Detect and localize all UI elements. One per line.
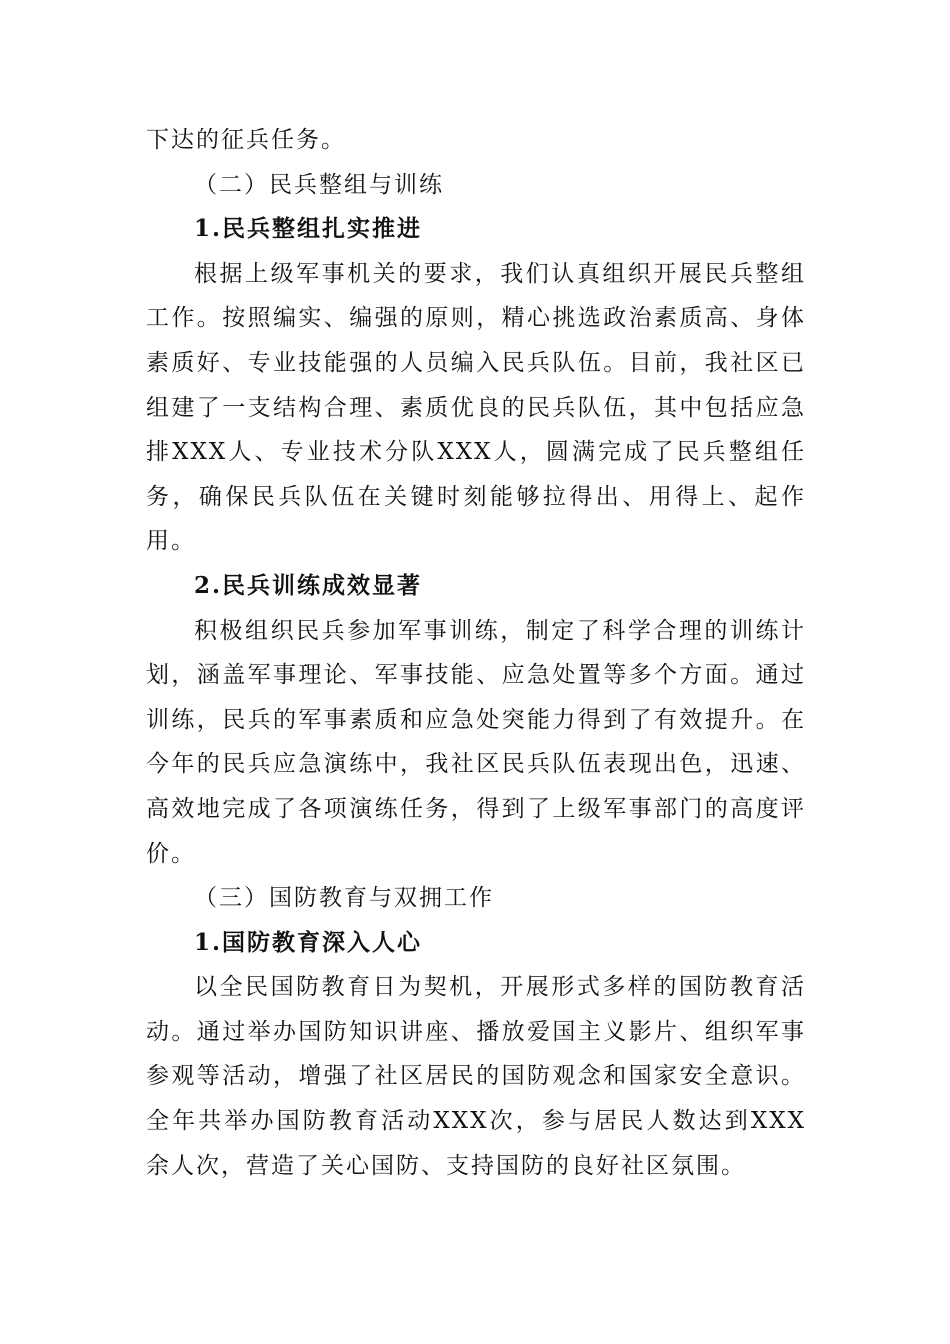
section-heading-3: （三）国防教育与双拥工作: [194, 885, 494, 912]
sub-heading-militia-organization: 1.民兵整组扎实推进: [194, 215, 423, 243]
paragraph-defense-education: 以全民国防教育日为契机，开展形式多样的国防教育活动。通过举办国防知识讲座、播放爱国主义影片、组织军事参观等活动，增强了社区居民的国防观念和国家安全意识。全年共举办国防教育活动XXX次，参与居民人数达到XXX余人次，营造了关心国防、支持国防的良好社区氛围。: [146, 974, 806, 1179]
sub-heading-militia-training: 2.民兵训练成效显著: [194, 571, 423, 599]
continuation-text: 下达的征兵任务。: [146, 127, 346, 153]
section-heading-2: （二）民兵整组与训练: [194, 171, 444, 198]
document-page: [146, 118, 806, 1188]
paragraph-militia-training: 积极组织民兵参加军事训练，制定了科学合理的训练计划，涵盖军事理论、军事技能、应急处置等多个方面。通过训练，民兵的军事素质和应急处突能力得到了有效提升。在今年的民兵应急演练中，我社区民兵队伍表现出色，迅速、高效地完成了各项演练任务，得到了上级军事部门的高度评价。: [146, 617, 806, 867]
sub-heading-defense-education: 1.国防教育深入人心: [194, 928, 423, 956]
paragraph-militia-organization: 根据上级军事机关的要求，我们认真组织开展民兵整组工作。按照编实、编强的原则，精心挑选政治素质高、身体素质好、专业技能强的人员编入民兵队伍。目前，我社区已组建了一支结构合理、素质优良的民兵队伍，其中包括应急排XXX人、专业技术分队XXX人，圆满完成了民兵整组任务，确保民兵队伍在关键时刻能够拉得出、用得上、起作用。: [146, 260, 806, 555]
